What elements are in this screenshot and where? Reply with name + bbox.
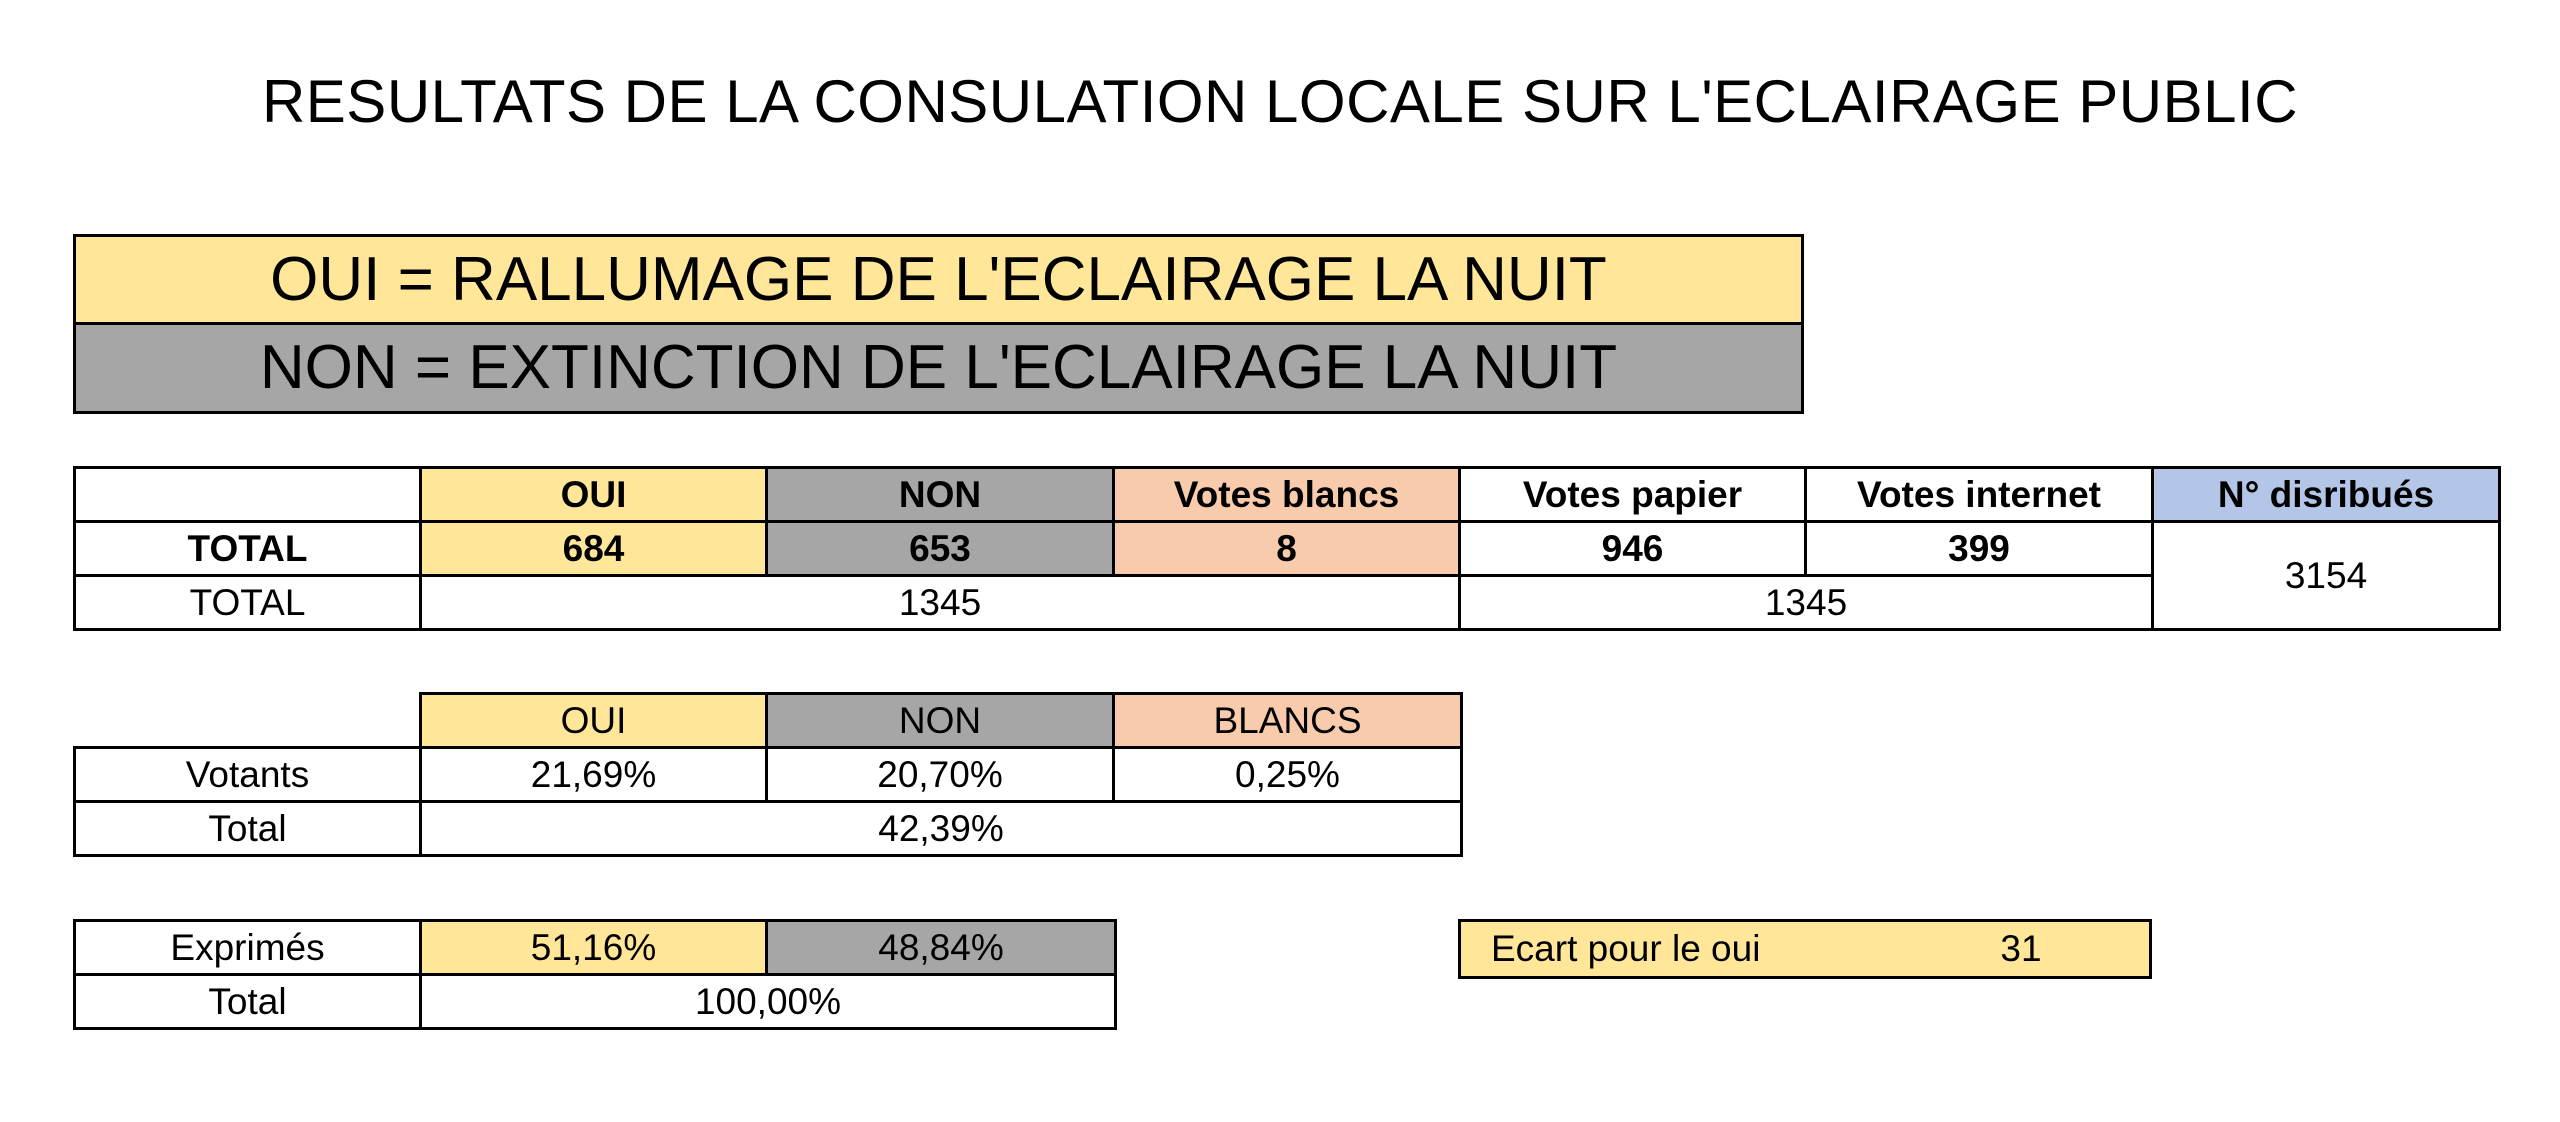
page-title: RESULTATS DE LA CONSULATION LOCALE SUR L'ECLAIRAGE PUBLIC	[261, 68, 2299, 135]
header-empty	[75, 468, 421, 522]
cell-votants-blancs: 0,25%	[1114, 748, 1462, 802]
voters-header-empty	[75, 694, 421, 748]
row-label-exprimes: Exprimés	[75, 921, 421, 975]
header-votes-blancs: Votes blancs	[1114, 468, 1460, 522]
row-label-total-bold: TOTAL	[75, 522, 421, 576]
legend-oui: OUI = RALLUMAGE DE L'ECLAIRAGE LA NUIT	[76, 237, 1801, 325]
voters-header-oui: OUI	[421, 694, 767, 748]
cell-voters-total: 42,39%	[421, 802, 1462, 856]
results-total-bold-row	[75, 522, 2500, 576]
row-label-votants: Votants	[75, 748, 421, 802]
voters-total-row	[75, 802, 1462, 856]
ecart-value: 31	[2000, 928, 2042, 969]
results-header-row	[75, 468, 2500, 522]
cell-distributed-count: 3154	[2153, 522, 2500, 630]
cell-votants-oui: 21,69%	[421, 748, 767, 802]
voters-header-non: NON	[767, 694, 1114, 748]
results-total-row	[75, 576, 2500, 630]
row-label-expressed-total: Total	[75, 975, 421, 1029]
results-table	[73, 466, 2501, 631]
voters-header-row	[75, 694, 1462, 748]
cell-exprimes-non: 48,84%	[767, 921, 1116, 975]
voters-header-blancs: BLANCS	[1114, 694, 1462, 748]
ecart-box	[1458, 919, 2152, 979]
cell-sum-channels: 1345	[1460, 576, 2153, 630]
ecart-label: Ecart pour le oui	[1491, 928, 1761, 969]
expressed-table	[73, 919, 1117, 1030]
cell-sum-votes: 1345	[421, 576, 1460, 630]
cell-oui-count: 684	[421, 522, 767, 576]
cell-blancs-count: 8	[1114, 522, 1460, 576]
header-oui: OUI	[421, 468, 767, 522]
cell-internet-count: 399	[1806, 522, 2153, 576]
expressed-row	[75, 921, 1116, 975]
cell-non-count: 653	[767, 522, 1114, 576]
header-votes-papier: Votes papier	[1460, 468, 1806, 522]
expressed-total-row	[75, 975, 1116, 1029]
row-label-voters-total: Total	[75, 802, 421, 856]
header-non: NON	[767, 468, 1114, 522]
cell-expressed-total: 100,00%	[421, 975, 1116, 1029]
cell-votants-non: 20,70%	[767, 748, 1114, 802]
header-votes-internet: Votes internet	[1806, 468, 2153, 522]
cell-exprimes-oui: 51,16%	[421, 921, 767, 975]
cell-papier-count: 946	[1460, 522, 1806, 576]
row-label-total: TOTAL	[75, 576, 421, 630]
header-distributed: N° disribués	[2153, 468, 2500, 522]
legend-box	[73, 234, 1804, 414]
voters-table	[73, 692, 1463, 857]
legend-non: NON = EXTINCTION DE L'ECLAIRAGE LA NUIT	[76, 325, 1801, 411]
voters-votants-row	[75, 748, 1462, 802]
